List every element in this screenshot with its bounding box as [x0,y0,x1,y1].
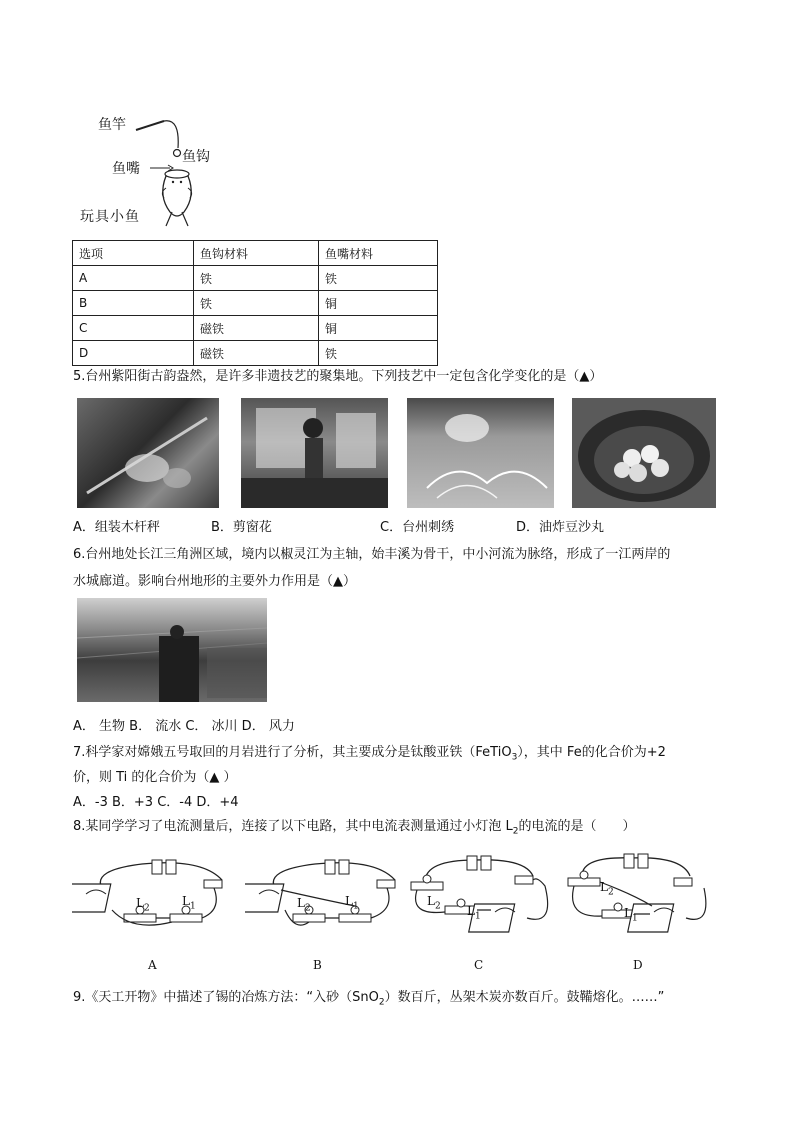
table-cell: 铜 [319,316,438,341]
q7-line1-post: ），其中 Fe的化合价为+2 [517,745,666,760]
table-cell: 铁 [194,291,319,316]
photo-paper-cutting-art [241,398,388,508]
photo-wooden-steelyard-art [77,398,219,508]
q8-stem-sub: 2 [512,826,519,837]
circuit-b [245,850,405,940]
photo-embroidery-art [407,398,554,508]
q7-line1-pre: 7.科学家对嫦娥五号取回的月岩进行了分析，其主要成分是钛酸亚铁（FeTiO [73,745,512,760]
table-cell: 磁铁 [194,341,319,366]
q8-stem-post: 的电流的是（ ） [518,819,636,834]
q5-option-d: D．油炸豆沙丸 [516,520,605,535]
q5-option-a: A．组装木杆秤 [73,520,160,535]
photo-landscape [77,598,267,702]
photo-landscape-art [77,598,267,702]
table-cell: 铁 [319,266,438,291]
lamp-l2-label: $L_2$ [297,896,311,914]
photo-wooden-steelyard [77,398,219,508]
photo-embroidery [407,398,554,508]
circuit-d-drawing [562,846,712,942]
q7-line1-sub: 3 [511,752,518,763]
table-cell: 铁 [194,266,319,291]
rod-label: 鱼竿 [98,117,126,133]
table-header-row [73,241,438,266]
table-row [73,266,438,291]
q9-stem [73,989,664,1012]
table-cell: D [73,341,194,366]
lamp-l1-label: $L_1$ [624,906,638,924]
photo-paper-cutting [241,398,388,508]
table-cell: 铁 [319,341,438,366]
q7-stem-line2: 价，则 Ti 的化合价为（▲ ） [73,770,237,785]
option-table [72,240,438,366]
circuit-a [72,850,232,940]
circuit-b-drawing [245,850,405,940]
q9-stem-post: ）数百斤，丛架木炭亦数百斤。鼓鞴熔化。……” [384,990,665,1005]
q7-stem-line1 [73,744,666,767]
fish-figure [80,108,230,234]
photo-fried-balls-art [572,398,716,508]
lamp-l2-label: $L_2$ [600,880,614,898]
mouth-label: 鱼嘴 [112,161,140,177]
q5-option-b: B．剪窗花 [211,520,272,535]
table-cell: A [73,266,194,291]
circuit-d [562,846,712,942]
q6-stem-line2: 水城廊道。影响台州地形的主要外力作用是（▲） [73,574,356,589]
lamp-l2-label: $L_2$ [427,894,441,912]
table-row [73,291,438,316]
circuit-label-d: D [633,958,643,972]
circuit-a-drawing [72,850,232,940]
table-cell: B [73,291,194,316]
q8-stem-pre: 8.某同学学习了电流测量后，连接了以下电路，其中电流表测量通过小灯泡 L [73,819,513,834]
circuit-label-a: A [148,958,157,972]
table-cell: C [73,316,194,341]
q5-stem: 5.台州紫阳街古韵盎然，是许多非遗技艺的聚集地。下列技艺中一定包含化学变化的是（▲） [73,369,603,384]
toy-fish-label: 玩具小鱼 [80,209,140,225]
lamp-l2-label: $L_2$ [136,896,150,914]
q9-stem-sub: 2 [378,997,385,1008]
photo-fried-balls [572,398,716,508]
q9-stem-pre: 9.《天工开物》中描述了锡的冶炼方法：“入砂（SnO [73,990,379,1005]
table-header: 鱼嘴材料 [319,241,438,266]
q8-stem [73,818,636,841]
lamp-l1-label: $L_1$ [467,904,481,922]
circuit-label-b: B [313,958,322,972]
table-header: 选项 [73,241,194,266]
table-cell: 铜 [319,291,438,316]
lamp-l1-label: $L_1$ [345,894,359,912]
lamp-l1-label: $L_1$ [182,894,196,912]
table-header: 鱼钩材料 [194,241,319,266]
hook-label: 鱼钩 [182,149,210,165]
table-row [73,316,438,341]
q6-options: A． 生物 B． 流水 C． 冰川 D． 风力 [73,719,295,734]
circuit-label-c: C [474,958,484,972]
q7-options: A．-3 B．+3 C．-4 D．+4 [73,795,239,810]
table-row [73,341,438,366]
circuit-c [405,846,555,942]
q5-option-c: C．台州刺绣 [380,520,455,535]
q6-stem-line1: 6.台州地处长江三角洲区域，境内以椒灵江为主轴，始丰溪为骨干，中小河流为脉络，形成了一江两岸的 [73,547,671,562]
table-cell: 磁铁 [194,316,319,341]
